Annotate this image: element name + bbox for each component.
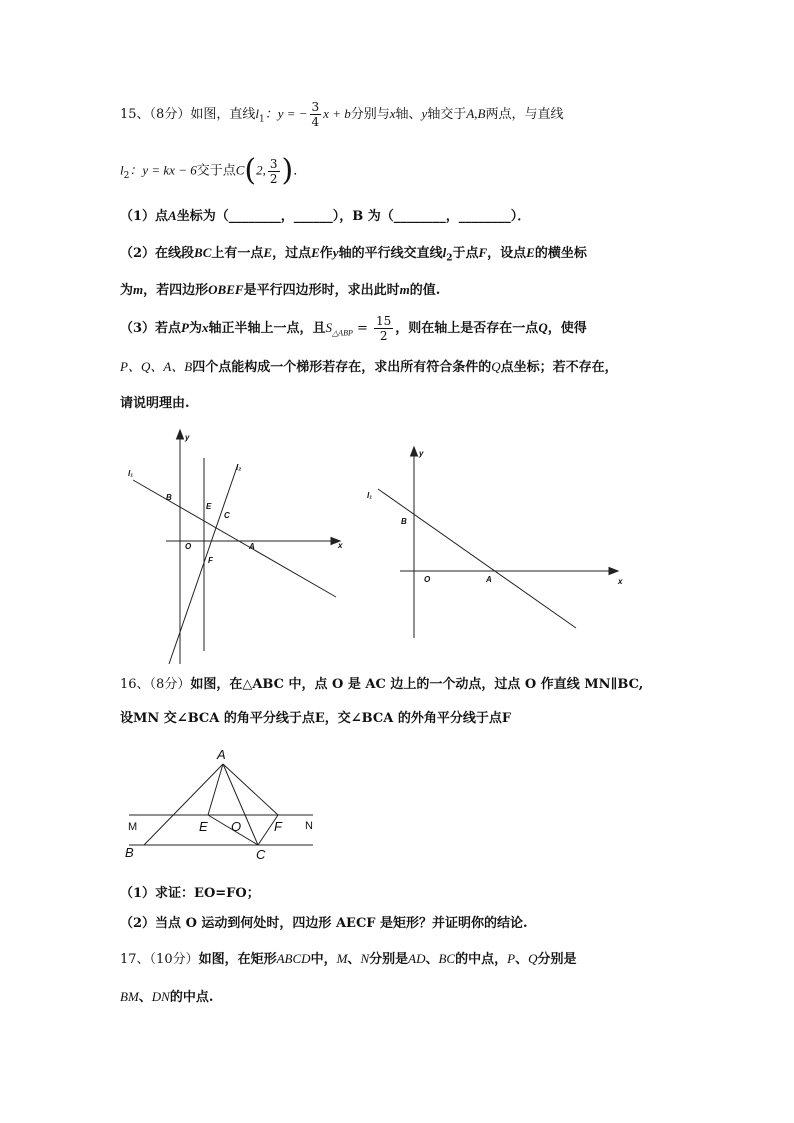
q16-segment-af (223, 764, 278, 815)
fig2-label-x: x (618, 577, 623, 586)
q15-number: 15、 (120, 107, 150, 122)
fig1-label-o: O (185, 542, 192, 551)
q17-line-2: BM、DN的中点. (120, 989, 214, 1005)
q17-score: （10分） (149, 952, 199, 967)
q16-line-1: 16、（8分）如图，在△ABC 中，点 O 是 AC 边上的一个动点，过点 O 作直线 MN∥BC, (120, 677, 644, 692)
q16-label-n: N (305, 820, 313, 832)
q15-part-2-line-1: （2）在线段BC上有一点E，过点E作y轴的平行线交直线$l_2$于点F，设点E的横坐标 (120, 245, 587, 264)
fig1-label-e: E (206, 502, 212, 511)
q15-part-3-line-2: P、Q、A、B四个点能构成一个梯形若存在，求出所有符合条件的Q点坐标；若不存在， (120, 359, 618, 375)
q16-part-2: （2）当点 O 运动到何处时，四边形 AECF 是矩形？并证明你的结论. (120, 916, 528, 931)
q16-score: （8分） (149, 677, 191, 692)
q16-number: 16、 (120, 677, 150, 692)
fig2-label-b: B (401, 517, 407, 526)
l1-slope-fraction: $\frac{3}{4}$ (311, 100, 320, 129)
q16-label-a: A (217, 747, 226, 762)
fig2-label-o: O (424, 575, 431, 584)
q15-score: （8分） (149, 107, 191, 122)
fig1-label-l2: l₂ (236, 463, 242, 472)
fig1-line-l1 (133, 480, 336, 597)
l1-equation-part-a: ：y = − (264, 106, 308, 121)
q16-label-f: F (274, 819, 282, 834)
q16-part-1: （1）求证：EO=FO； (120, 886, 260, 901)
point-c-label: C (235, 162, 245, 178)
q16-label-m: M (128, 821, 138, 833)
fig2-x-arrow (609, 568, 618, 575)
fig1-label-l1: l₁ (128, 469, 134, 478)
line-l2-name: l (120, 162, 124, 178)
q15-part-3-line-1: （3）若点P为x轴正半轴上一点，且$S_{\triangle ABP}$ = $\frac{15}{2}$ ，则在轴上是否存在一点Q，使得 (120, 314, 587, 343)
l2-equation: ：y = kx − 6 (129, 162, 197, 178)
fig2-label-l1: l₁ (367, 491, 373, 500)
fig1-label-a: A (249, 542, 255, 551)
q16-label-c: C (256, 847, 266, 862)
fig1-label-f: F (208, 556, 213, 565)
q16-label-e: E (199, 819, 208, 834)
q15-part-2-line-2: 为m，若四边形OBEF是平行四边形时，求出此时m的值. (120, 282, 441, 298)
q15-part-3-line-3: 请说明理由. (120, 396, 190, 411)
q15-part-1: （1）点A坐标为（________，______），B 为（________，________）． (120, 208, 531, 224)
q16-label-b: B (125, 845, 134, 860)
q15-line-1: 15、（8分）如图，直线$l_1$：y = − $\frac{3}{4}$ x + b分别与x轴、y轴交于A,B两点，与直线 (120, 100, 564, 129)
fig1-label-b: B (166, 493, 172, 502)
fig2-label-a: A (486, 575, 492, 584)
fig2-label-y: y (419, 449, 424, 458)
fig1-label-x: x (338, 541, 343, 550)
fig1-label-c: C (224, 511, 230, 520)
fig2-y-arrow (411, 447, 418, 456)
l1-equation-part-b: x + b (323, 106, 351, 121)
q15-line-2: $l_2$：y = kx − 6交于点C(2, $\frac{3}{2}$ )． (120, 153, 307, 188)
q16-label-o: O (231, 819, 242, 834)
q17-number: 17、 (120, 952, 150, 967)
q16-line-2: 设MN 交∠BCA 的角平分线于点E，交∠BCA 的外角平分线于点F (120, 711, 512, 726)
area-fraction: $\frac{15}{2}$ (376, 314, 392, 343)
line-l1-name: l (255, 106, 259, 121)
q17-line-1: 17、（10分）如图，在矩形ABCD中，M、N分别是AD、BC的中点，P、Q分别是 (120, 951, 577, 967)
fig1-y-arrow (177, 430, 184, 439)
fig1-label-y: y (185, 433, 190, 442)
c-y-fraction: $\frac{3}{2}$ (269, 156, 278, 186)
fig2-line-l1 (378, 489, 576, 628)
